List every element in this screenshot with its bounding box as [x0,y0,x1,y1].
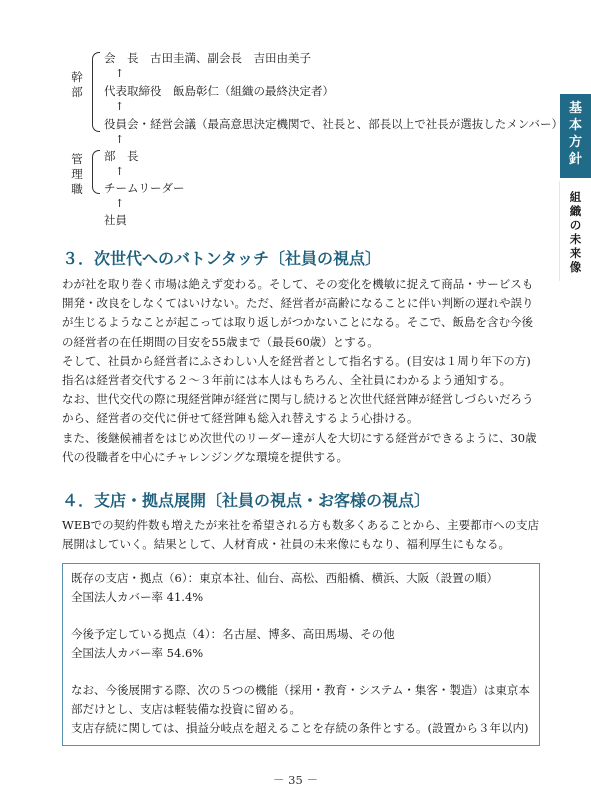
existing-branches: 既存の支店・拠点（6）：東京本社、仙台、高松、西船橋、横浜、大阪（設置の順） [71,571,499,585]
executives-bracket [92,52,100,132]
management-group-label: 管 理 職 [71,152,83,196]
up-arrow-icon: ↑ [115,100,125,113]
up-arrow-icon: ↑ [115,165,125,178]
org-employee: 社員 [104,213,127,227]
section-3-paragraph: 指名は経営者交代する２～３年前には本人はもちろん、全社員にわかるよう通知する。 [62,373,512,388]
up-arrow-icon: ↑ [115,133,125,146]
side-tab-category-label: 基 本 方 針 [568,101,582,167]
org-chairman: 会 長 古田圭満、副会長 吉田由美子 [104,51,311,65]
section-3-paragraph: なお、世代交代の際に現経営陣が経営に関与し続けると次世代経営陣が経営しづらいだろうから、経営者の交代に併せて経営陣も総入れ替えするよう心掛ける。 [62,392,534,426]
management-bracket [92,150,100,194]
branch-survival-condition: 支店存続に関しては、損益分岐点を超えることを存続の条件とする。(設置から３年以内) [71,721,529,735]
section-3-paragraph: そして、社員から経営者にふさわしい人を経営者として指名する。(目安は１周り年下の方) [62,353,531,368]
branch-info-box [62,563,540,746]
org-manager: 部 長 [104,149,139,163]
section-3-body [62,275,542,467]
section-3-paragraph: わが社を取り巻く市場は絶えず変わる。そして、その変化を機敏に捉えて商品・サービスも開発・改良をしなくてはいけない。ただ、経営者が高齢になることに伴い判断の遅れや誤りが生じるようなことが起こっては取り返しがつかないことになる。そこで、飯島を含む今後の経営者の在任期間の目安を55歳まで（最長60歳）とする。 [62,277,534,349]
org-team-leader: チームリーダー [104,181,185,195]
executives-group-label: 幹 部 [71,70,83,99]
existing-coverage-rate: 全国法人カバー率 41.4% [71,590,204,604]
side-tab-subcategory-label: 組 織 の 未 来 像 [569,190,582,274]
up-arrow-icon: ↑ [115,197,125,210]
section-4-intro: WEBでの契約件数も増えたが来社を希望される方も数多くあることから、主要都市への支店展開はしていく。結果として、人材育成・社員の未来像にもなり、福利厚生にもなる。 [62,518,540,552]
expansion-note: なお、今後展開する際、次の５つの機能（採用・教育・システム・集客・製造）は東京本 [71,683,530,697]
section-3-paragraph: また、後継候補者をはじめ次世代のリーダー達が人を大切にする経営ができるように、30歳代の役職者を中心にチャレンジングな環境を提供する。 [62,430,537,464]
up-arrow-icon: ↑ [115,67,125,80]
planned-branches: 今後予定している拠点（4）：名古屋、博多、高田馬場、その他 [71,627,395,641]
expansion-note: 部だけとし、支店は軽装備な投資に留める。 [71,702,301,716]
org-board-meeting: 役員会・経営会議（最高意思決定機関で、社長と、部長以上で社長が選抜したメンバー） [104,117,563,131]
page-number: － 35 － [273,773,318,787]
section-4-heading: ４．支店・拠点展開〔社員の視点・お客様の視点〕 [62,491,431,510]
org-representative-director: 代表取締役 飯島彰仁（組織の最終決定者） [104,84,334,98]
section-3-heading: ３．次世代へのバトンタッチ〔社員の視点〕 [62,249,382,268]
planned-coverage-rate: 全国法人カバー率 54.6% [71,646,204,660]
